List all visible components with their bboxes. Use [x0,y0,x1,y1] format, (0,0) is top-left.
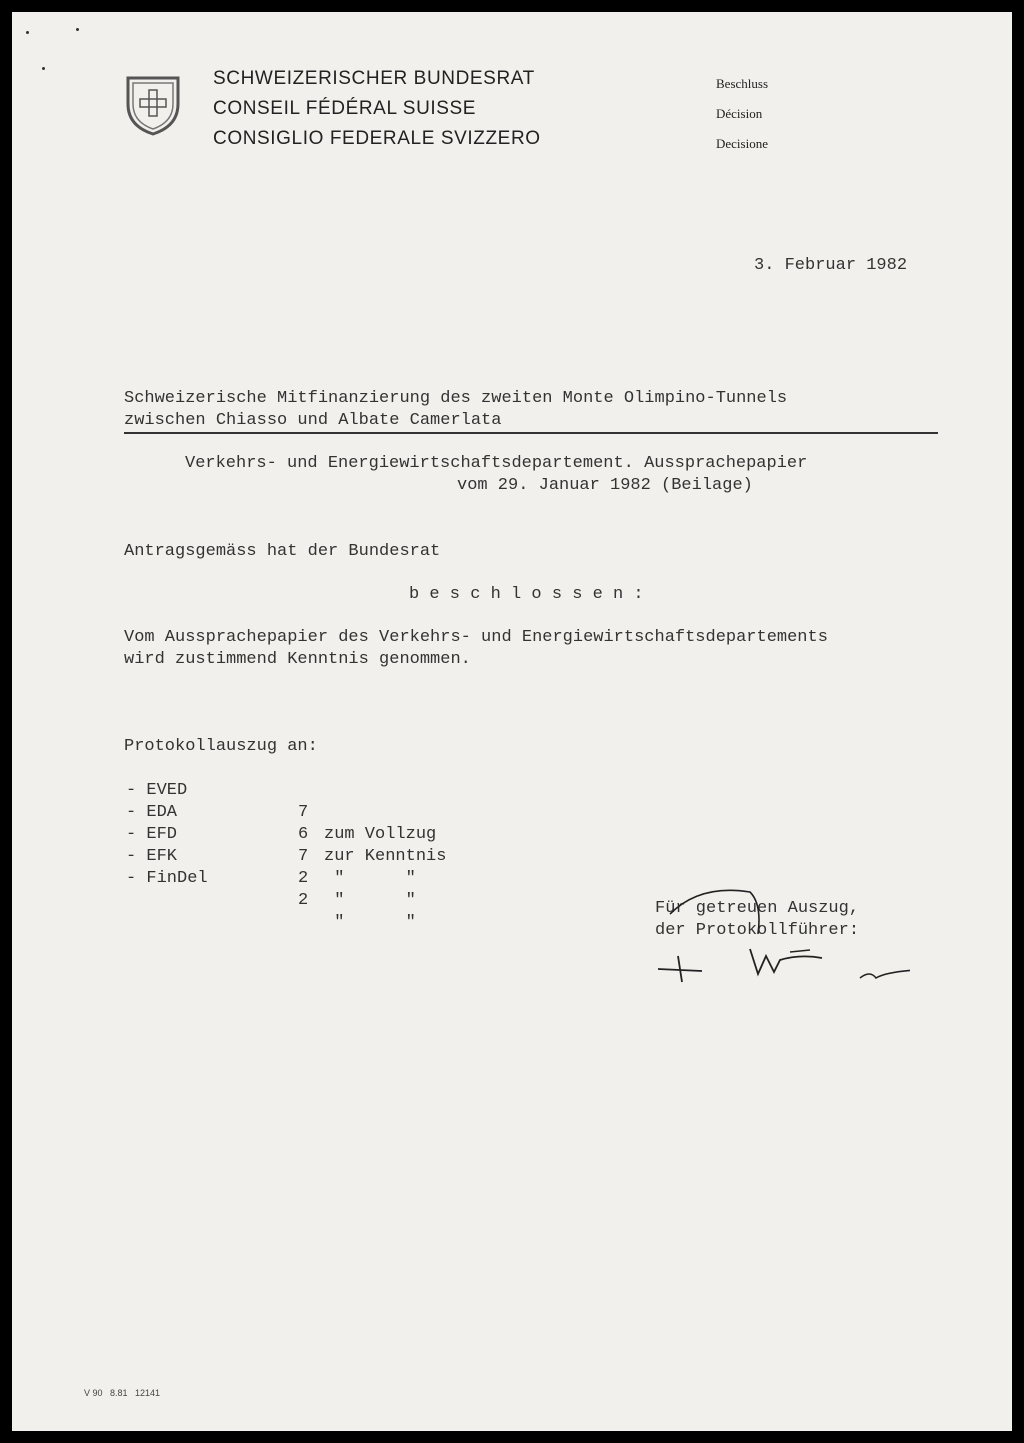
document-type-labels [716,69,768,159]
scan-speck [42,67,45,70]
form-code: V 90 8.81 12141 [84,1388,161,1398]
letterhead-de: SCHWEIZERISCHER BUNDESRAT [213,68,535,89]
intro-text: Antragsgemäss hat der Bundesrat [124,542,441,561]
recipient: - EVED [126,781,188,800]
decision-line-2: wird zustimmend Kenntnis genommen. [124,650,471,669]
document-date: 3. Februar 1982 [754,256,908,275]
protocol-title: Protokollauszug an: [124,737,318,756]
scan-speck [26,31,29,34]
copy-count: 7 [298,803,309,822]
closing-line-2: der Protokollführer: [655,921,860,940]
copy-count: 7 [298,847,309,866]
purpose: zum Vollzug [324,825,437,844]
letterhead [213,64,541,154]
distribution-list [126,758,447,932]
decided-heading: b e s c h l o s s e n : [409,585,644,604]
department-line-2: vom 29. Januar 1982 (Beilage) [457,476,753,495]
subject-line-2: zwischen Chiasso und Albate Camerlata [124,411,502,430]
copy-count: 2 [298,891,309,910]
recipient: - EFK [126,847,178,866]
swiss-crest-icon [124,74,182,136]
subject-line-1: Schweizerische Mitfinanzierung des zweiten Monte Olimpino-Tunnels [124,389,788,408]
doc-type-fr: Décision [716,106,763,121]
purpose: " " [324,913,416,932]
department-line-1: Verkehrs- und Energiewirtschaftsdepartement. Aussprachepapier [185,454,808,473]
handwritten-signature [640,874,910,984]
decision-line-1: Vom Aussprachepapier des Verkehrs- und Energiewirtschaftsdepartements [124,628,828,647]
doc-type-it: Decisione [716,136,768,151]
doc-type-de: Beschluss [716,76,768,91]
copy-count: 6 [298,825,309,844]
subject-underline [124,432,938,434]
purpose: zur Kenntnis [324,847,447,866]
copy-count: 2 [298,869,309,888]
closing-line-1: Für getreuen Auszug, [655,899,860,918]
letterhead-it: CONSIGLIO FEDERALE SVIZZERO [213,128,541,149]
purpose: " " [324,869,416,888]
letterhead-fr: CONSEIL FÉDÉRAL SUISSE [213,98,477,119]
purpose: " " [324,891,416,910]
document-page [12,12,1012,1431]
recipient: - EFD [126,825,178,844]
recipient: - FinDel [126,869,208,888]
recipient: - EDA [126,803,178,822]
scan-speck [76,28,79,31]
